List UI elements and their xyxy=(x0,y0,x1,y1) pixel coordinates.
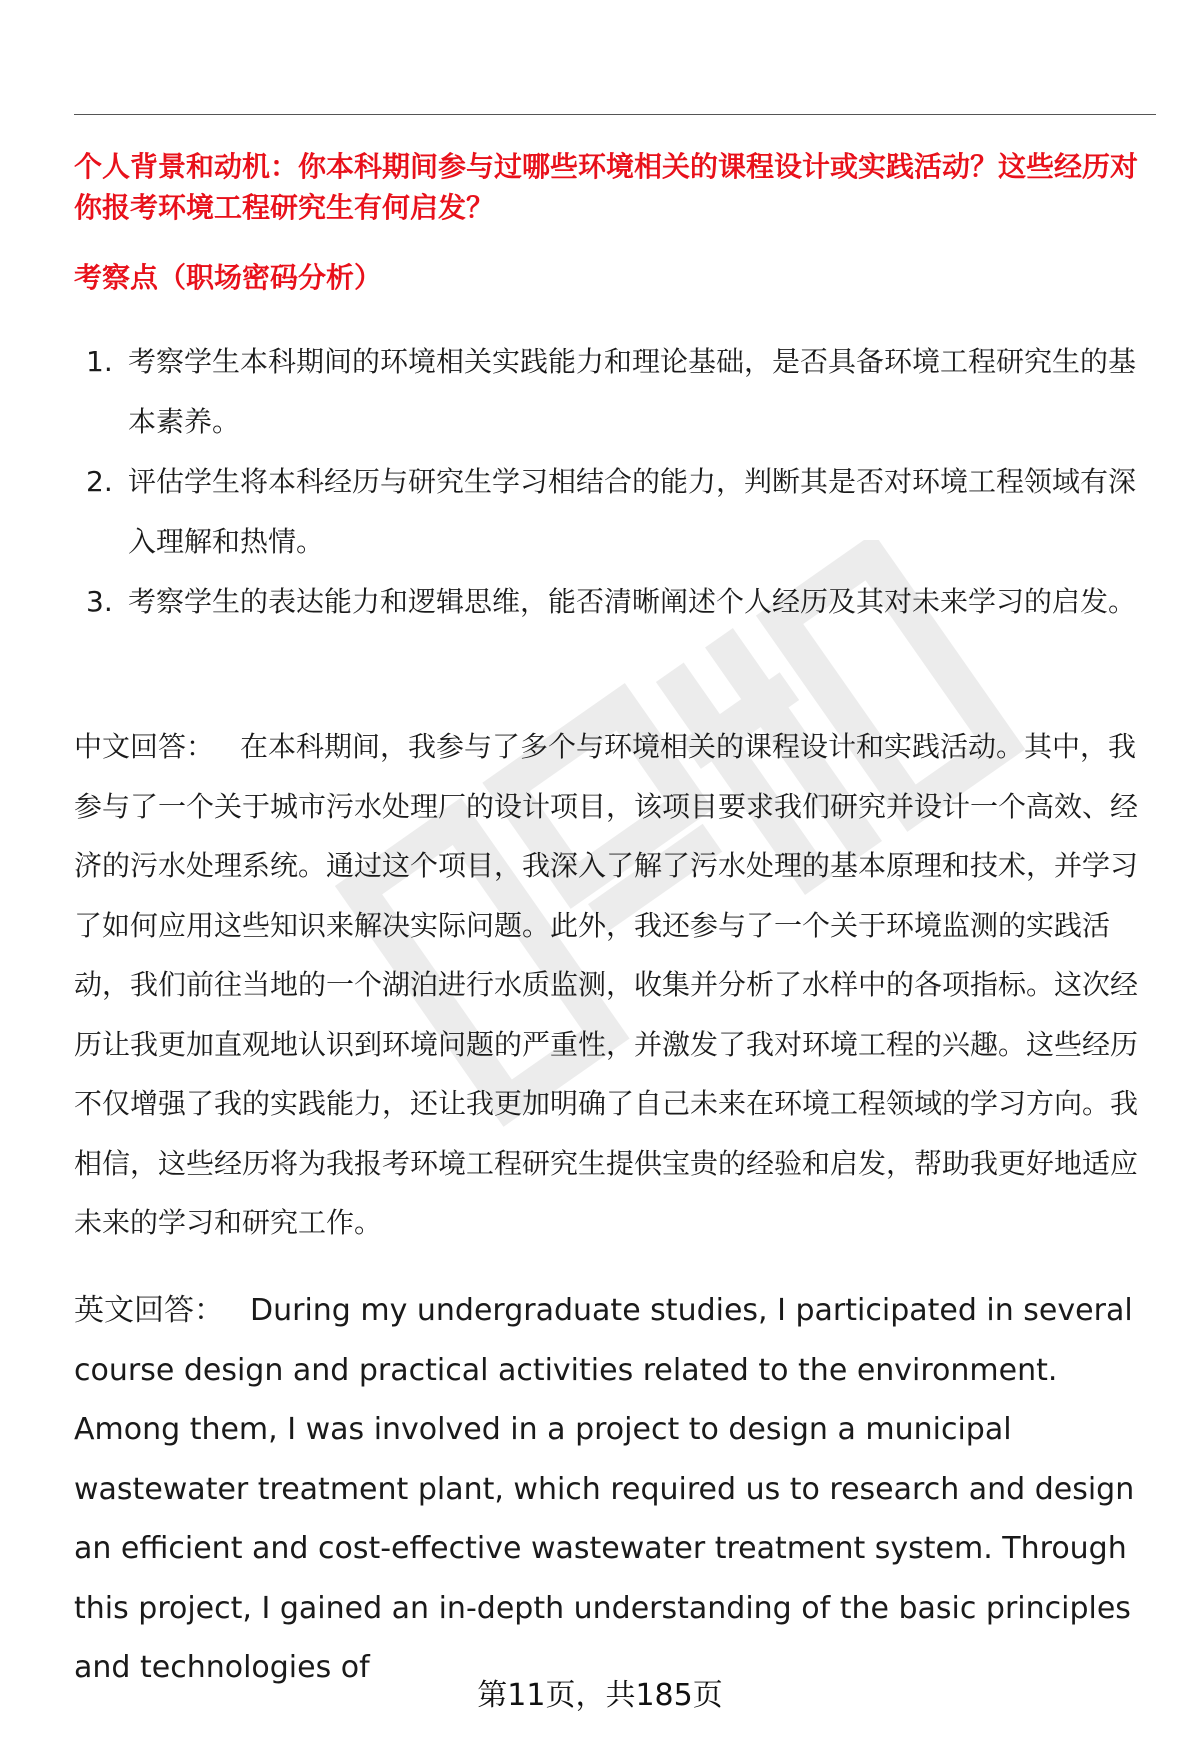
section-heading: 考察点（职场密码分析） xyxy=(74,261,383,294)
english-answer-paragraph xyxy=(74,1281,1156,1698)
list-item xyxy=(74,332,1156,452)
question-heading: 个人背景和动机：你本科期间参与过哪些环境相关的课程设计或实践活动？这些经历对你报考环境工程研究生有何启发？ xyxy=(74,150,1139,224)
list-item xyxy=(74,452,1156,572)
assessment-points-list xyxy=(74,332,1156,632)
list-item-number: 2. xyxy=(86,465,113,498)
list-item-text: 考察学生本科期间的环境相关实践能力和理论基础，是否具备环境工程研究生的基本素养。 xyxy=(128,345,1137,438)
chinese-answer-text: 在本科期间，我参与了多个与环境相关的课程设计和实践活动。其中，我参与了一个关于城市污水处理厂的设计项目，该项目要求我们研究并设计一个高效、经济的污水处理系统。通过这个项目，我深入了解了污水处理的基本原理和技术，并学习了如何应用这些知识来解决实际问题。此外，我还参与了一个关于环境监测的实践活动，我们前往当地的一个湖泊进行水质监测，收集并分析了水样中的各项指标。这次经历让我更加直观地认识到环境问题的严重性，并激发了我对环境工程的兴趣。这些经历不仅增强了我的实践能力，还让我更加明确了自己未来在环境工程领域的学习方向。我相信，这些经历将为我报考环境工程研究生提供宝贵的经验和启发，帮助我更好地适应未来的学习和研究工作。 xyxy=(74,730,1139,1239)
english-answer-label: 英文回答： xyxy=(74,1293,224,1328)
list-item-number: 3. xyxy=(86,585,113,618)
list-item-text: 考察学生的表达能力和逻辑思维，能否清晰阐述个人经历及其对未来学习的启发。 xyxy=(128,585,1137,618)
list-item-text: 评估学生将本科经历与研究生学习相结合的能力，判断其是否对环境工程领域有深入理解和热情。 xyxy=(128,465,1137,558)
document-page xyxy=(74,0,1156,1755)
chinese-answer-label: 中文回答： xyxy=(74,730,215,763)
top-divider xyxy=(74,114,1156,115)
chinese-answer-paragraph xyxy=(74,717,1156,1253)
english-answer-text: During my undergraduate studies, I participated in several course design and practical activities related to the environment. Among them, I was involved in a project to design a municipal wastewater treatment plant, which required us to research and design an efficient and cost-effective wastewater treatment system. Through this project, I gained an in-depth understanding of the basic principles and technologies of xyxy=(74,1293,1135,1685)
list-item xyxy=(74,572,1156,632)
list-item-number: 1. xyxy=(86,345,113,378)
page-number-footer: 第11页，共185页 xyxy=(477,1678,723,1713)
